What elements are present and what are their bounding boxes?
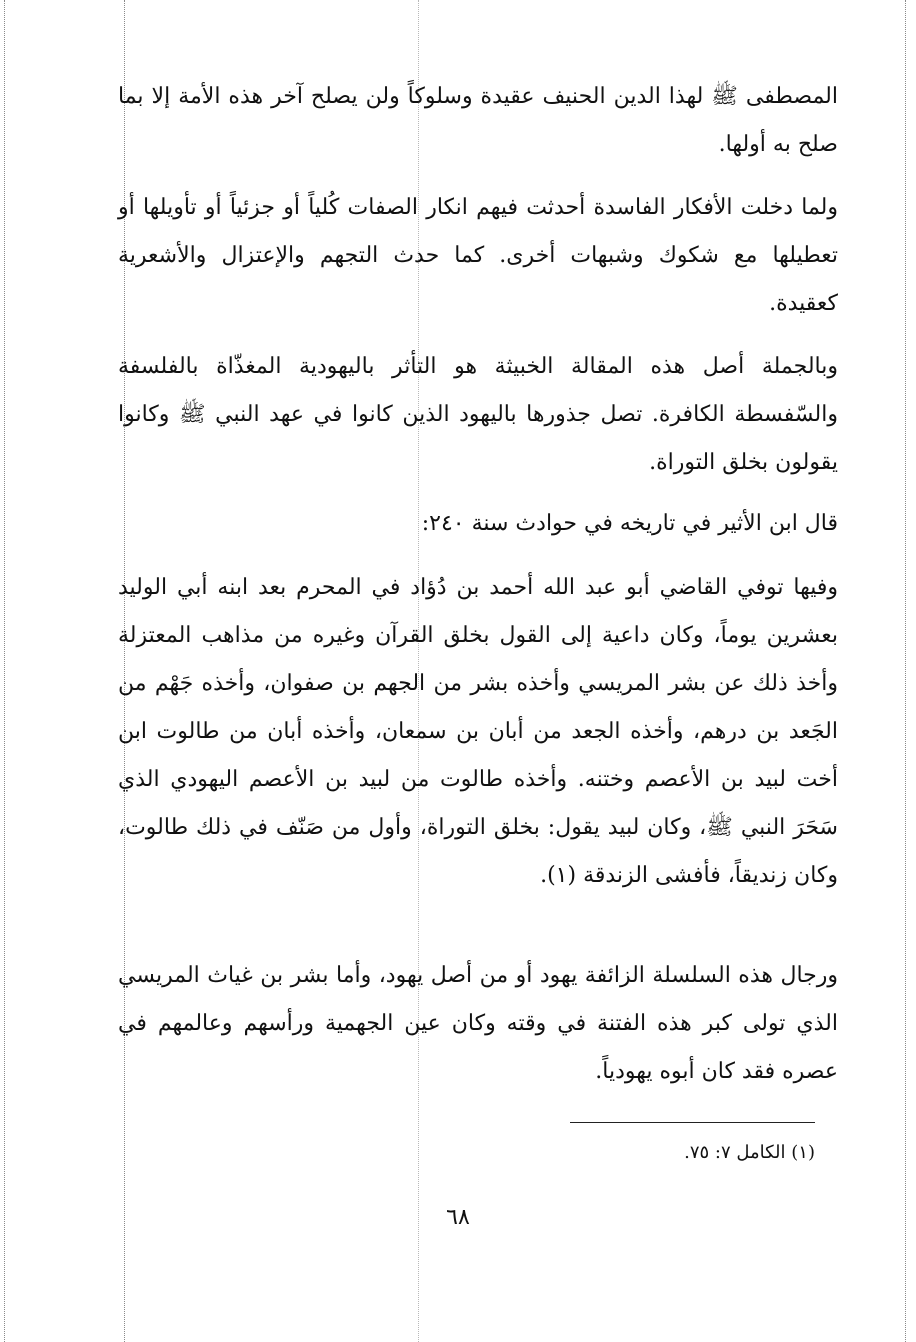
paragraph-text: ورجال هذه السلسلة الزائفة يهود أو من أصل يهود، وأما بشر بن غياث المريسي الذي تولى كبر هذه الفتنة في وقته وكان عين الجهمية ورأسهم وعالمهم في عصره فقد كان أبوه يهودياً. [118,963,838,1084]
paragraph-text: وفيها توفي القاضي أبو عبد الله أحمد بن دُؤاد في المحرم بعد ابنه أبي الوليد بعشرين يوماً، وكان داعية إلى القول بخلق القرآن وغيره من مذاهب المعتزلة وأخذ ذلك عن بشر المريسي وأخذه بشر من الجهم بن صفوان، وأخذه جَهْم من الجَعد بن درهم، وأخذه الجعد من أبان بن سمعان، وأخذه أبان من طالوت ابن أخت لبيد بن الأعصم وختنه. وأخذه طالوت من لبيد بن الأعصم اليهودي الذي سَحَرَ النبي ﷺ، وكان لبيد يقول: بخلق التوراة، وأول من صَنّف في ذلك طالوت، وكان زنديقاً، فأفشى الزندقة (١). [118,575,838,888]
paragraph-text: قال ابن الأثير في تاريخه في حوادث سنة ٢٤٠: [421,511,838,536]
paragraph-text: المصطفى ﷺ لهذا الدين الحنيف عقيدة وسلوكاً ولن يصلح آخر هذه الأمة إلا بما صلح به أولها. [118,84,838,157]
paragraph-text: ولما دخلت الأفكار الفاسدة أحدثت فيهم انكار الصفات كُلياً أو جزئياً أو تأويلها أو تعطيلها مع شكوك وشبهات أخرى. كما حدث التجهم والإعتزال والأشعرية كعقيدة. [118,195,838,316]
page-number: ٦٨ [446,1205,470,1230]
paragraph-corrupt-ideas [118,184,838,328]
footnote-separator [570,1122,815,1123]
paragraph-chain [118,952,838,1096]
footnote: (١) الكامل ٧: ٧٥. [684,1142,815,1163]
scan-guide-line [905,0,906,1342]
scan-guide-line [4,0,5,1342]
quote-intro [118,500,838,548]
paragraph-origin [118,343,838,487]
paragraph-continuation [118,73,838,169]
paragraph-text: وبالجملة أصل هذه المقالة الخبيثة هو التأثر باليهودية المغذّاة بالفلسفة والسّفسطة الكافرة. تصل جذورها باليهود الذين كانوا في عهد النبي ﷺ وكانوا يقولون بخلق التوراة. [118,354,838,475]
quoted-passage [118,564,838,900]
